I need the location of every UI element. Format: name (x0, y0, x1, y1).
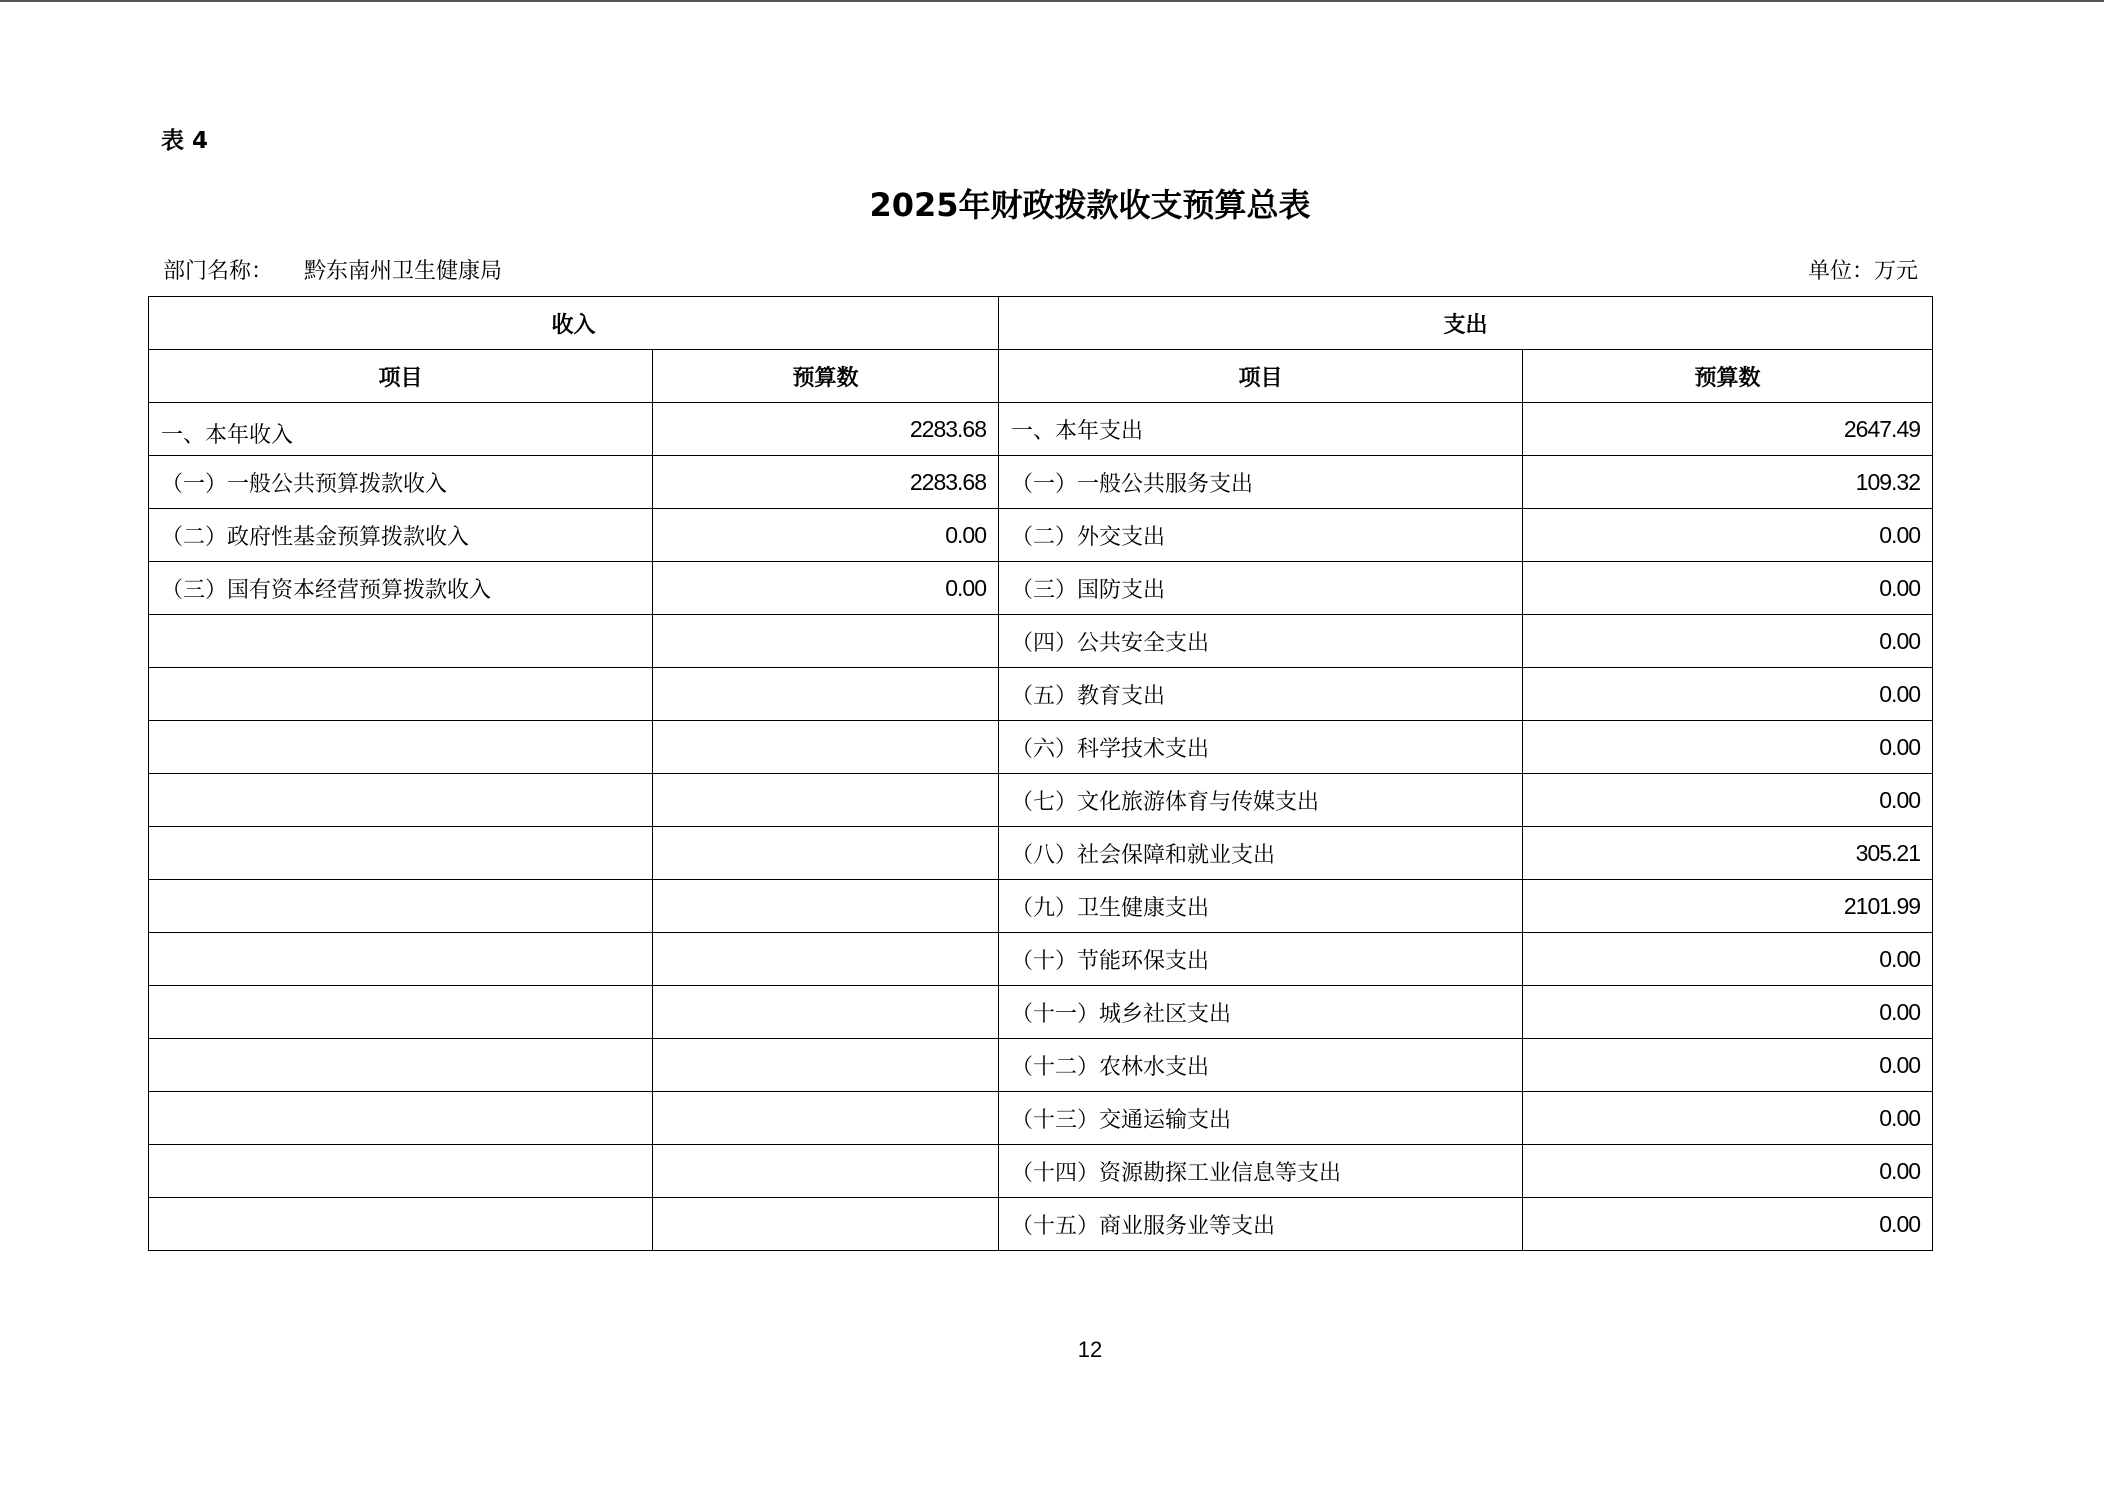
table-row (149, 403, 1933, 456)
table-row (149, 1198, 1933, 1251)
income-item-header: 项目 (149, 350, 653, 403)
income-amount-cell: 0.00 (653, 509, 999, 562)
income-amount-cell (653, 668, 999, 721)
table-row (149, 668, 1933, 721)
expense-item-cell: （八）社会保障和就业支出 (999, 827, 1523, 880)
budget-table (148, 296, 1933, 1251)
table-row (149, 721, 1933, 774)
income-amount-cell: 0.00 (653, 562, 999, 615)
income-amount-cell (653, 827, 999, 880)
department-label: 部门名称： (163, 259, 274, 284)
income-item-cell (149, 1092, 653, 1145)
table-row (149, 1145, 1933, 1198)
expense-item-cell: （七）文化旅游体育与传媒支出 (999, 774, 1523, 827)
table-row (149, 933, 1933, 986)
income-item-cell (149, 880, 653, 933)
table-row (149, 615, 1933, 668)
table-number: 表 4 (161, 128, 209, 154)
expense-item-cell: （十一）城乡社区支出 (999, 986, 1523, 1039)
page-title: 2025年财政拨款收支预算总表 (869, 186, 1311, 224)
header-row-columns (149, 350, 1933, 403)
expense-amount-cell: 0.00 (1523, 933, 1933, 986)
income-item-cell (149, 1198, 653, 1251)
income-amount-cell (653, 933, 999, 986)
income-amount-cell (653, 1039, 999, 1092)
expense-item-cell: （二）外交支出 (999, 509, 1523, 562)
table-row (149, 509, 1933, 562)
income-item-cell (149, 615, 653, 668)
expense-item-cell: （一）一般公共服务支出 (999, 456, 1523, 509)
expense-item-cell: （十五）商业服务业等支出 (999, 1198, 1523, 1251)
income-item-cell (149, 933, 653, 986)
table-row (149, 827, 1933, 880)
department-line (163, 254, 502, 285)
income-budget-header: 预算数 (653, 350, 999, 403)
income-item-cell (149, 774, 653, 827)
expense-budget-header: 预算数 (1523, 350, 1933, 403)
income-item-cell: （二）政府性基金预算拨款收入 (149, 509, 653, 562)
income-item-cell (149, 1039, 653, 1092)
income-item-cell: （三）国有资本经营预算拨款收入 (149, 562, 653, 615)
income-item-cell (149, 721, 653, 774)
income-amount-cell (653, 1145, 999, 1198)
income-item-cell (149, 986, 653, 1039)
expense-item-header: 项目 (999, 350, 1523, 403)
expense-amount-cell: 0.00 (1523, 615, 1933, 668)
table-row (149, 1039, 1933, 1092)
income-amount-cell (653, 880, 999, 933)
expense-amount-cell: 0.00 (1523, 1198, 1933, 1251)
expense-item-cell: （十）节能环保支出 (999, 933, 1523, 986)
expense-amount-cell: 0.00 (1523, 1145, 1933, 1198)
expense-amount-cell: 0.00 (1523, 721, 1933, 774)
expense-amount-cell: 0.00 (1523, 986, 1933, 1039)
income-amount-cell (653, 986, 999, 1039)
income-item-cell (149, 827, 653, 880)
income-amount-cell (653, 1198, 999, 1251)
expense-amount-cell: 0.00 (1523, 509, 1933, 562)
expense-item-cell: 一、本年支出 (999, 403, 1523, 456)
table-row (149, 1092, 1933, 1145)
page-number: 12 (1077, 1337, 1103, 1362)
expense-amount-cell: 0.00 (1523, 562, 1933, 615)
expense-item-cell: （六）科学技术支出 (999, 721, 1523, 774)
income-header: 收入 (149, 297, 999, 350)
income-amount-cell (653, 721, 999, 774)
table-row (149, 562, 1933, 615)
table-row (149, 774, 1933, 827)
expense-item-cell: （九）卫生健康支出 (999, 880, 1523, 933)
income-amount-cell (653, 774, 999, 827)
income-item-cell (149, 668, 653, 721)
income-amount-cell (653, 615, 999, 668)
department-name: 黔东南州卫生健康局 (304, 259, 503, 284)
income-item-cell: 一、本年收入 (149, 403, 653, 456)
income-amount-cell: 2283.68 (653, 403, 999, 456)
income-amount-cell (653, 1092, 999, 1145)
expense-item-cell: （十二）农林水支出 (999, 1039, 1523, 1092)
expense-amount-cell: 2647.49 (1523, 403, 1933, 456)
expense-header: 支出 (999, 297, 1933, 350)
page-top-border (0, 0, 2104, 2)
expense-item-cell: （三）国防支出 (999, 562, 1523, 615)
expense-amount-cell: 2101.99 (1523, 880, 1933, 933)
expense-amount-cell: 305.21 (1523, 827, 1933, 880)
expense-amount-cell: 0.00 (1523, 668, 1933, 721)
expense-item-cell: （四）公共安全支出 (999, 615, 1523, 668)
expense-amount-cell: 0.00 (1523, 1039, 1933, 1092)
unit-label: 单位：万元 (1807, 259, 1918, 284)
expense-item-cell: （五）教育支出 (999, 668, 1523, 721)
table-row (149, 986, 1933, 1039)
expense-amount-cell: 0.00 (1523, 774, 1933, 827)
income-amount-cell: 2283.68 (653, 456, 999, 509)
expense-item-cell: （十三）交通运输支出 (999, 1092, 1523, 1145)
expense-amount-cell: 0.00 (1523, 1092, 1933, 1145)
table-row (149, 456, 1933, 509)
expense-item-cell: （十四）资源勘探工业信息等支出 (999, 1145, 1523, 1198)
income-item-cell: （一）一般公共预算拨款收入 (149, 456, 653, 509)
expense-amount-cell: 109.32 (1523, 456, 1933, 509)
table-row (149, 880, 1933, 933)
header-row-sections (149, 297, 1933, 350)
income-item-cell (149, 1145, 653, 1198)
